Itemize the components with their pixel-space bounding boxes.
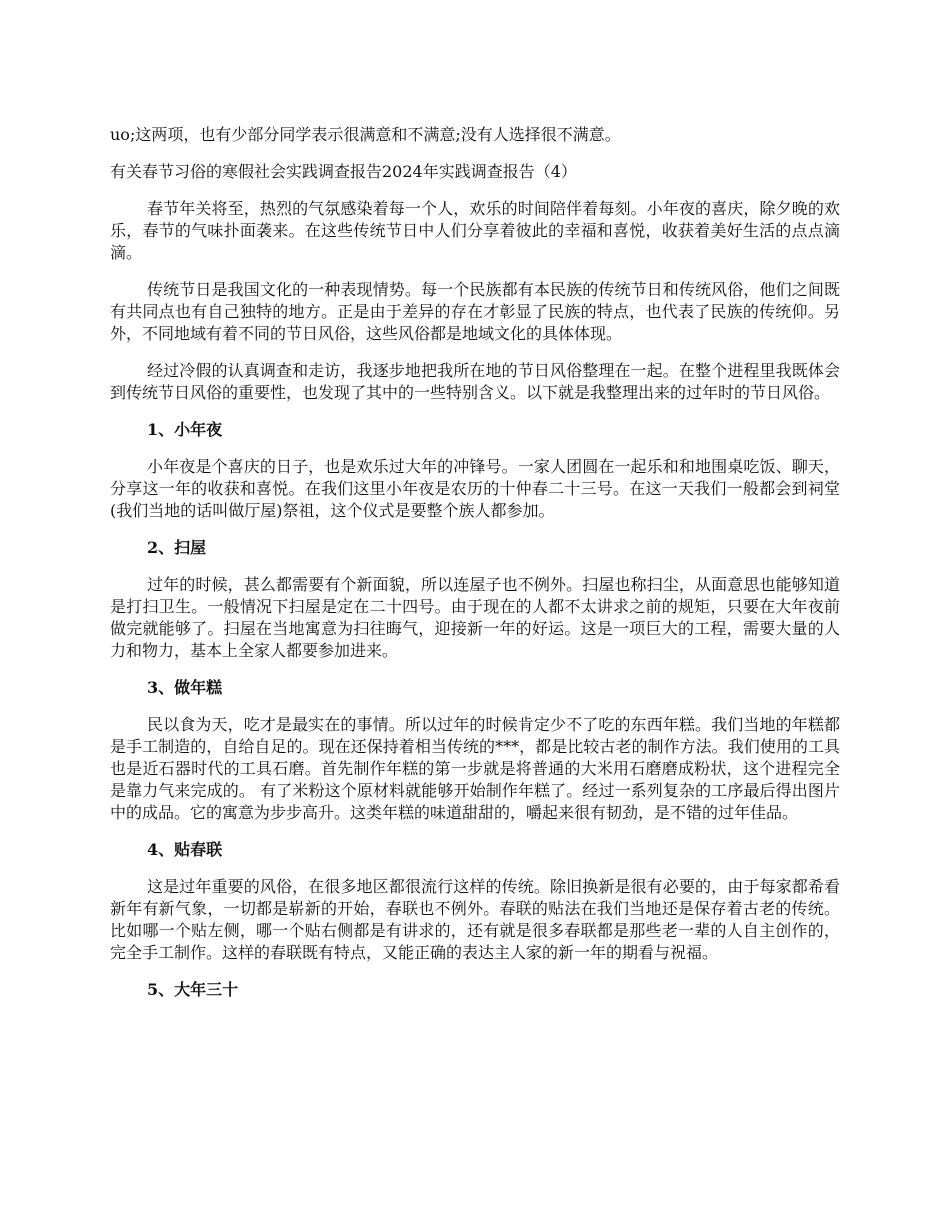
section-heading-chuxi: 5、大年三十 bbox=[147, 980, 239, 999]
section-body-saowu: 过年的时候，甚么都需要有个新面貌，所以连屋子也不例外。扫屋也称扫尘，从面意思也能够知道是打扫卫生。一般情况下扫屋是定在二十四号。由于现在的人都不太讲求之前的规矩，只要在大年夜前做完就能够了。扫屋在当地寓意为扫往晦气，迎接新一年的好运。这是一项巨大的工程，需要大量的人力和物力，基本上全家人都要参加进来。 bbox=[110, 575, 840, 660]
section-heading-chunlian: 4、贴春联 bbox=[147, 840, 223, 859]
section-heading-xiaonianye: 1、小年夜 bbox=[147, 420, 223, 439]
paragraph-tradition: 传统节日是我国文化的一种表现情势。每一个民族都有本民族的传统节日和传统风俗，他们之间既有共同点也有自己独特的地方。正是由于差异的存在才彰显了民族的特点，也代表了民族的传统仰。另外，不同地域有着不同的节日风俗，这些风俗都是地域文化的具体体现。 bbox=[110, 280, 840, 343]
paragraph-survey: 经过冷假的认真调查和走访，我逐步地把我所在地的节日风俗整理在一起。在整个进程里我既体会到传统节日风俗的重要性，也发现了其中的一些特别含义。以下就是我整理出来的过年时的节日风俗。 bbox=[110, 361, 840, 402]
section-heading-niangao: 3、做年糕 bbox=[147, 678, 223, 697]
section-heading-saowu: 2、扫屋 bbox=[147, 538, 207, 557]
document-title: 有关春节习俗的寒假社会实践调查报告2024年实践调查报告（4） bbox=[110, 162, 577, 181]
intro-line: uo;这两项，也有少部分同学表示很满意和不满意;没有人选择很不满意。 bbox=[110, 125, 621, 144]
section-body-niangao: 民以食为天，吃才是最实在的事情。所以过年的时候肯定少不了吃的东西年糕。我们当地的年糕都是手工制造的，自给自足的。现在还保持着相当传统的***，都是比较古老的制作方法。我们使用的工具也是近石器时代的工具石磨。首先制作年糕的第一步就是将普通的大米用石磨磨成粉状，这个进程完全是靠力气来完成的。 有了米粉这个原材料就能够开始制作年糕了。经过一系列复杂的工序最后得出图片中的成品。它的寓意为步步高升。这类年糕的味道甜甜的，嚼起来很有韧劲，是不错的过年佳品。 bbox=[110, 715, 840, 822]
section-body-xiaonianye: 小年夜是个喜庆的日子，也是欢乐过大年的冲锋号。一家人团圆在一起乐和和地围桌吃饭、聊天，分享这一年的收获和喜悦。在我们这里小年夜是农历的十仲春二十三号。在这一天我们一般都会到祠堂(我们当地的话叫做厅屋)祭祖，这个仪式是要整个族人都参加。 bbox=[110, 457, 840, 520]
document-page bbox=[110, 124, 840, 1016]
paragraph-opening: 春节年关将至，热烈的气氛感染着每一个人，欢乐的时间陪伴着每刻。小年夜的喜庆，除夕晚的欢乐，春节的气味扑面袭来。在这些传统节日中人们分享着彼此的幸福和喜悦，收获着美好生活的点点滴滴。 bbox=[110, 199, 840, 262]
section-body-chunlian: 这是过年重要的风俗，在很多地区都很流行这样的传统。除旧换新是很有必要的，由于每家都希看新年有新气象，一切都是崭新的开始，春联也不例外。春联的贴法在我们当地还是保存着古老的传统。比如哪一个贴左侧，哪一个贴右侧都是有讲求的，还有就是很多春联都是那些老一辈的人自主创作的，完全手工制作。这样的春联既有特点，又能正确的表达主人家的新一年的期看与祝福。 bbox=[110, 877, 840, 962]
